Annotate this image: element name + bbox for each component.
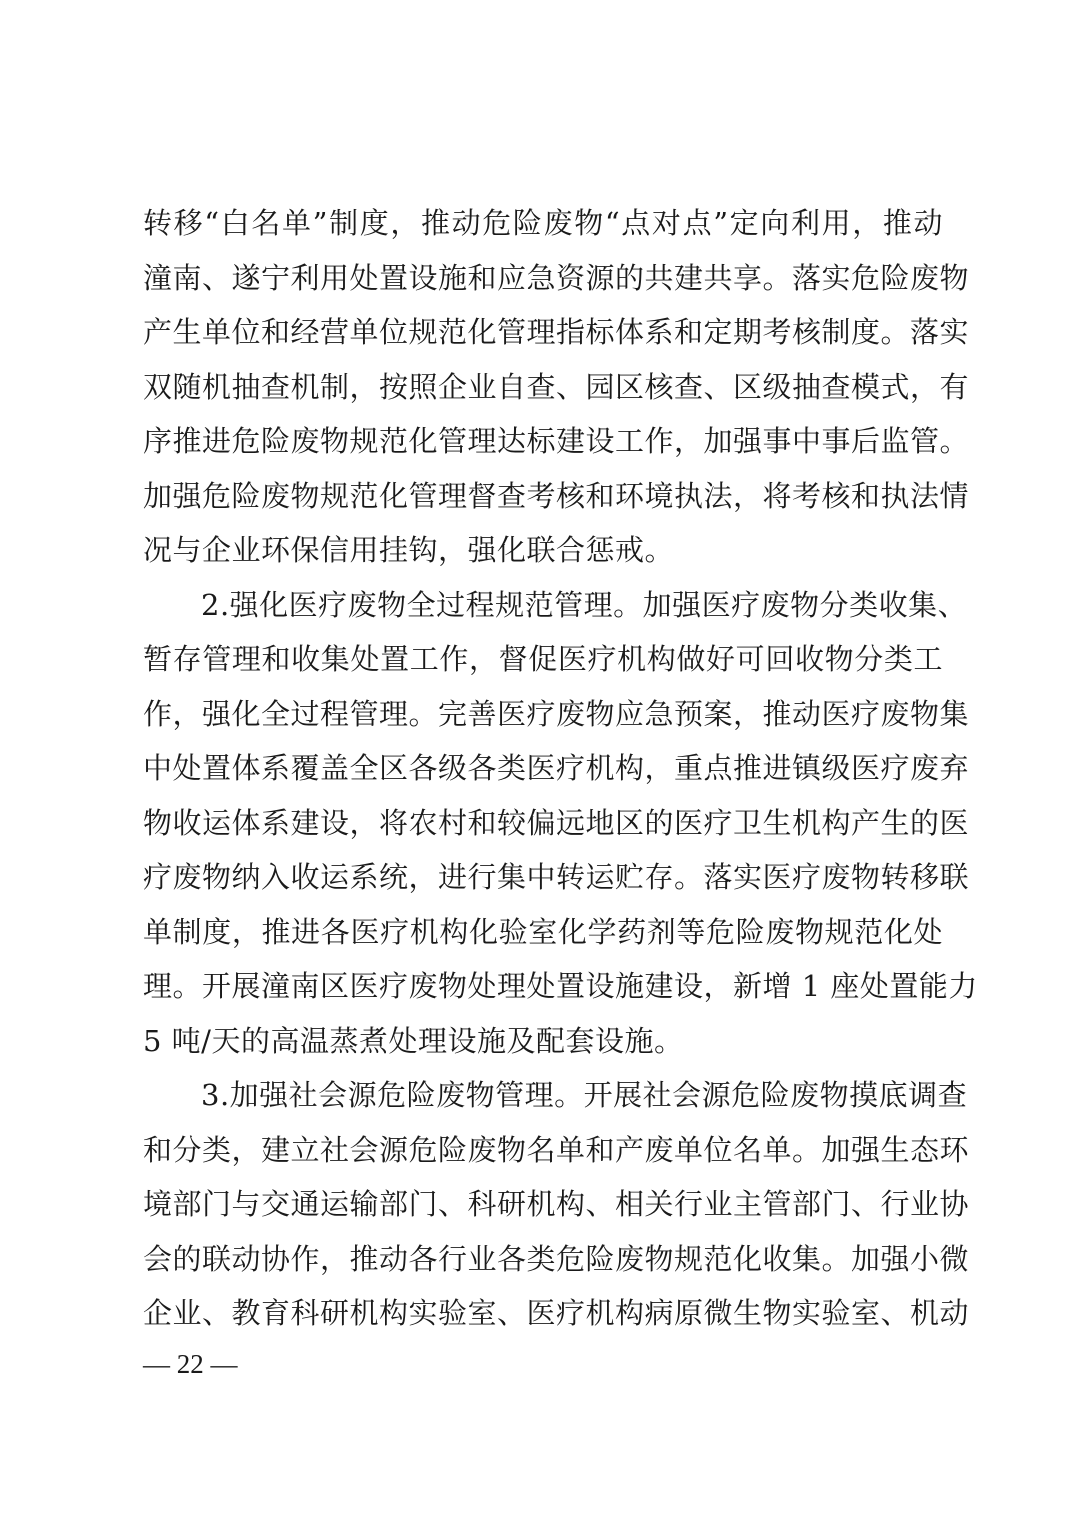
paragraph-3 xyxy=(143,1068,970,1341)
text-line: 双随机抽查机制，按照企业自查、园区核查、区级抽查模式，有 xyxy=(143,369,970,404)
text-line: 单制度，推进各医疗机构化验室化学药剂等危险废物规范化处 xyxy=(143,914,943,949)
text-line: 中处置体系覆盖全区各级各类医疗机构，重点推进镇级医疗废弃 xyxy=(143,751,970,785)
text-line: 潼南、遂宁利用处置设施和应急资源的共建共享。落实危险废物 xyxy=(143,260,970,295)
text-line: 疗废物纳入收运系统，进行集中转运贮存。落实医疗废物转移联 xyxy=(143,860,970,894)
text-line: 作，强化全过程管理。完善医疗废物应急预案，推动医疗废物集 xyxy=(143,696,970,731)
page-number: — 22 — xyxy=(143,1349,238,1379)
text-line: 产生单位和经营单位规范化管理指标体系和定期考核制度。落实 xyxy=(143,315,970,349)
text-line: 序推进危险废物规范化管理达标建设工作，加强事中事后监管。 xyxy=(143,424,970,458)
text-line: 加强危险废物规范化管理督查考核和环境执法，将考核和执法情 xyxy=(143,478,970,513)
text-line: 物收运体系建设，将农村和较偏远地区的医疗卫生机构产生的医 xyxy=(143,805,970,840)
text-line: 3.加强社会源危险废物管理。开展社会源危险废物摸底调查 xyxy=(201,1078,968,1112)
text-line: 和分类，建立社会源危险废物名单和产废单位名单。加强生态环 xyxy=(143,1132,970,1167)
text-line: 况与企业环保信用挂钩，强化联合惩戒。 xyxy=(143,533,675,567)
text-line: 企业、教育科研机构实验室、医疗机构病原微生物实验室、机动 xyxy=(143,1296,970,1330)
text-line: 暂存管理和收集处置工作，督促医疗机构做好可回收物分类工 xyxy=(143,642,943,676)
text-line: 会的联动协作，推动各行业各类危险废物规范化收集。加强小微 xyxy=(143,1241,970,1276)
body-text xyxy=(143,196,978,1341)
text-line: 2.强化医疗废物全过程规范管理。加强医疗废物分类收集、 xyxy=(201,587,968,622)
text-line: 转移“白名单”制度，推动危险废物“点对点”定向利用，推动 xyxy=(143,206,943,240)
paragraph-2 xyxy=(143,578,978,1069)
text-line: 5 吨/天的高温蒸煮处理设施及配套设施。 xyxy=(143,1023,684,1058)
paragraph-1 xyxy=(143,196,970,578)
text-line: 境部门与交通运输部门、科研机构、相关行业主管部门、行业协 xyxy=(143,1187,970,1221)
text-line: 理。开展潼南区医疗废物处理处置设施建设，新增 1 座处置能力 xyxy=(143,969,978,1003)
